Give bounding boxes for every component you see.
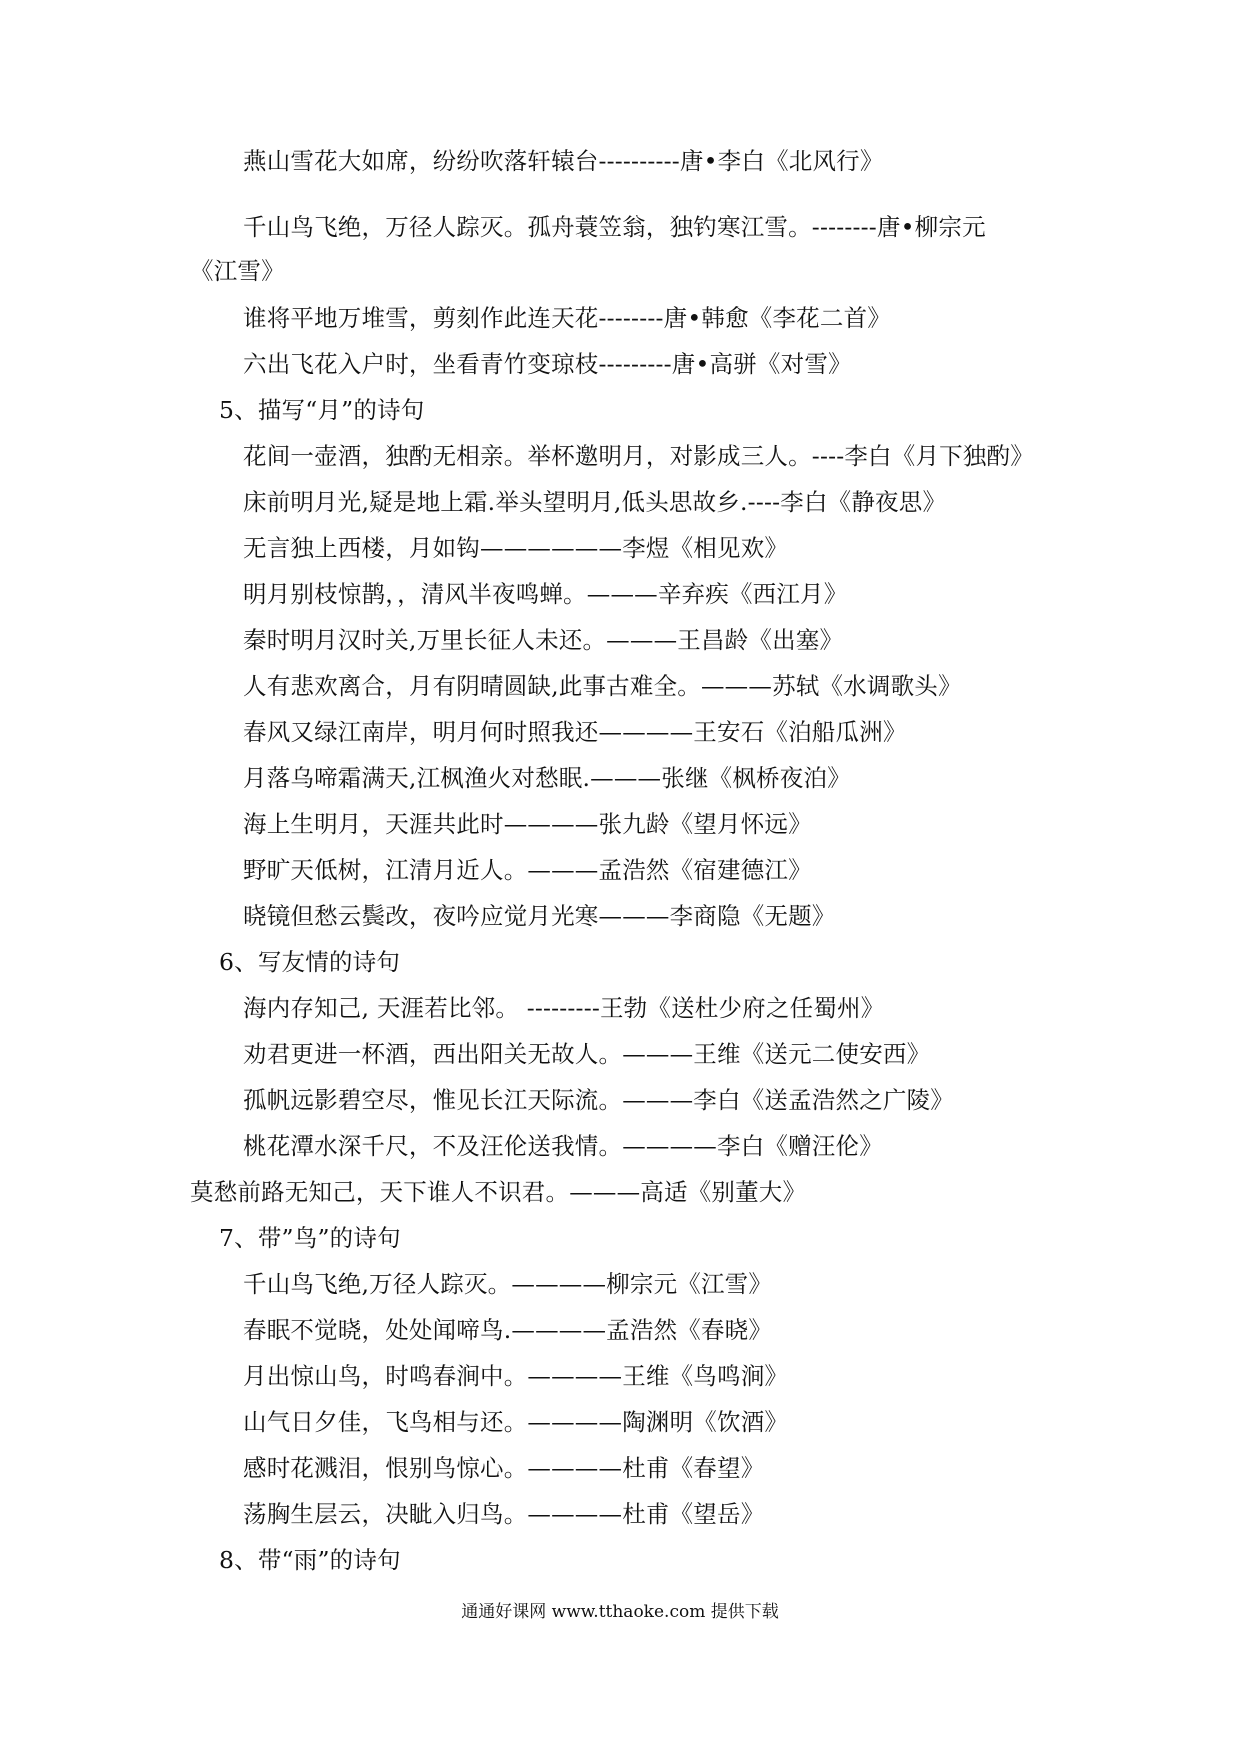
section-heading: 6、写友情的诗句 [219,948,401,976]
poem-line: 《江雪》 [190,257,285,285]
poem-line: 月落乌啼霜满天,江枫渔火对愁眠.———张继《枫桥夜泊》 [243,764,851,792]
poem-line: 燕山雪花大如席，纷纷吹落轩辕台----------唐•李白《北风行》 [243,147,884,175]
poem-line: 荡胸生层云，决眦入归鸟。————杜甫《望岳》 [243,1500,765,1528]
poem-line: 海上生明月，天涯共此时————张九龄《望月怀远》 [243,810,812,838]
poem-line: 床前明月光,疑是地上霜.举头望明月,低头思故乡.----李白《静夜思》 [243,488,947,516]
poem-line: 晓镜但愁云鬓改，夜吟应觉月光寒———李商隐《无题》 [243,902,836,930]
section-heading: 5、描写“月”的诗句 [219,396,425,424]
poem-line: 桃花潭水深千尺，不及汪伦送我情。————李白《赠汪伦》 [243,1132,883,1160]
poem-line: 人有悲欢离合，月有阴晴圆缺,此事古难全。———苏轼《水调歌头》 [243,672,962,700]
poem-line: 春风又绿江南岸，明月何时照我还————王安石《泊船瓜洲》 [243,718,907,746]
poem-line: 孤帆远影碧空尽，惟见长江天际流。———李白《送孟浩然之广陵》 [243,1086,954,1114]
poem-line: 海内存知己, 天涯若比邻。 ---------王勃《送杜少府之任蜀州》 [243,994,885,1022]
poem-line: 秦时明月汉时关,万里长征人未还。———王昌龄《出塞》 [243,626,844,654]
section-heading: 7、带”鸟”的诗句 [219,1224,401,1252]
section-heading: 8、带“雨”的诗句 [219,1546,401,1574]
poem-line: 无言独上西楼，月如钩——————李煜《相见欢》 [243,534,789,562]
poem-line: 劝君更进一杯酒，西出阳关无故人。———王维《送元二使安西》 [243,1040,931,1068]
poem-line: 野旷天低树，江清月近人。———孟浩然《宿建德江》 [243,856,812,884]
page-footer: 通通好课网 www.tthaoke.com 提供下载 [461,1602,779,1622]
poem-line: 明月别枝惊鹊，，清风半夜鸣蝉。———辛弃疾《西江月》 [243,580,848,608]
poem-line: 六出飞花入户时，坐看青竹变琼枝---------唐•高骈《对雪》 [243,350,852,378]
poem-line: 山气日夕佳，飞鸟相与还。————陶渊明《饮酒》 [243,1408,789,1436]
poem-line: 月出惊山鸟，时鸣春涧中。————王维《鸟鸣涧》 [243,1362,789,1390]
poem-line: 花间一壶酒，独酌无相亲。举杯邀明月，对影成三人。----李白《月下独酌》 [243,442,1034,470]
poem-line: 感时花溅泪，恨别鸟惊心。————杜甫《春望》 [243,1454,765,1482]
poem-line: 千山鸟飞绝，万径人踪灭。孤舟蓑笠翁，独钓寒江雪。--------唐•柳宗元 [243,213,986,241]
poem-line: 春眠不觉晓，处处闻啼鸟.————孟浩然《春晓》 [243,1316,773,1344]
poem-line: 千山鸟飞绝,万径人踪灭。————柳宗元《江雪》 [243,1270,773,1298]
poem-line: 莫愁前路无知己，天下谁人不识君。———高适《别董大》 [190,1178,807,1206]
poem-line: 谁将平地万堆雪，剪刻作此连天花--------唐•韩愈《李花二首》 [243,304,891,332]
